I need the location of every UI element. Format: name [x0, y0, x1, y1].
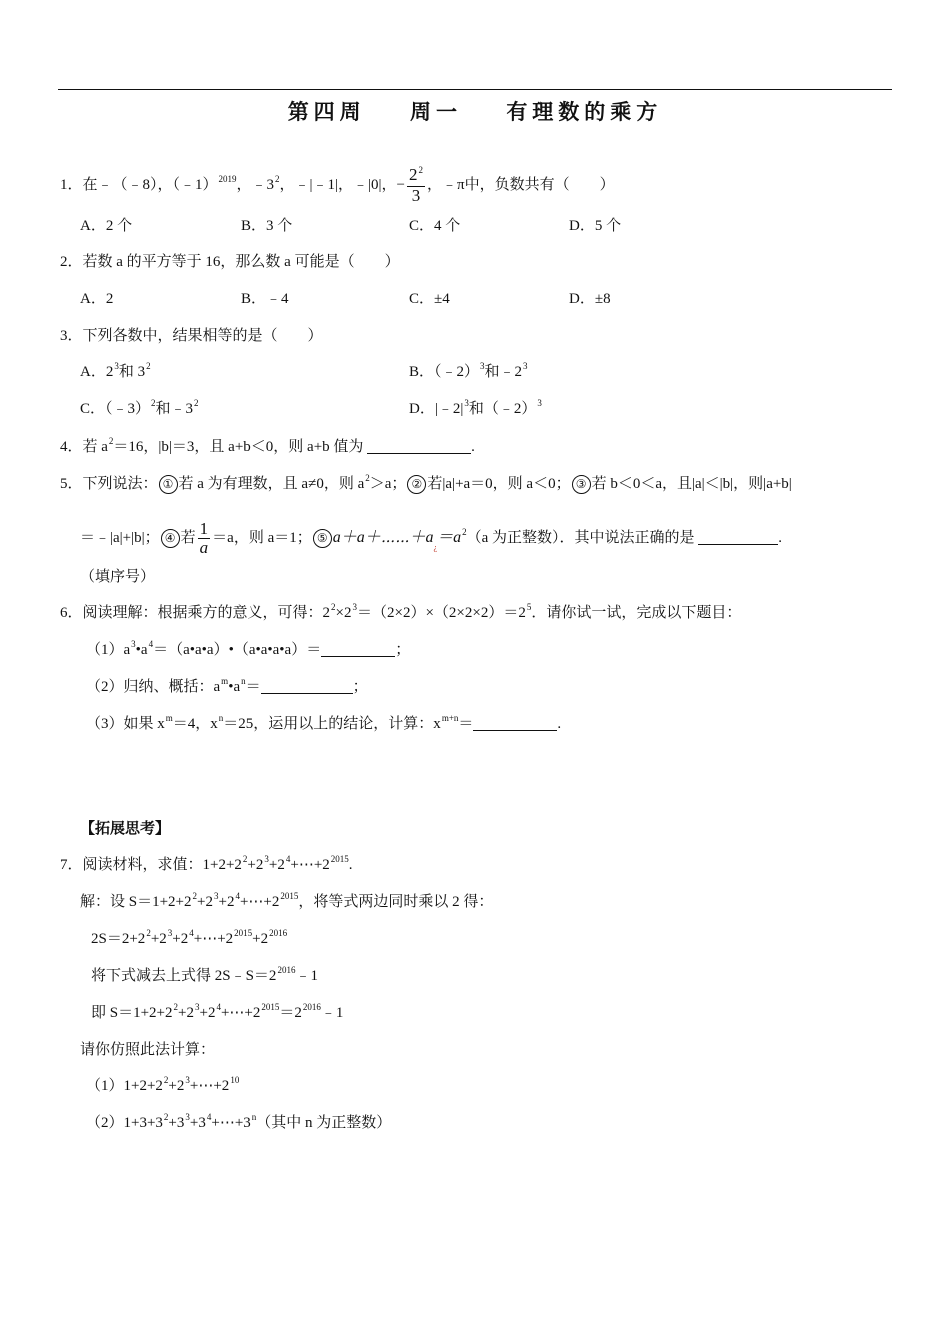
extension-heading: 【拓展思考】: [80, 821, 171, 837]
title-week: 第四周: [287, 99, 366, 124]
title-day: 周一: [410, 99, 462, 124]
fraction: $\frac{2^2}{3}$: [409, 165, 424, 205]
q1-option-d: D．5 个: [569, 218, 622, 234]
q2-option-d: D．±8: [569, 291, 611, 307]
q1-option-c: C．4 个: [409, 218, 461, 234]
answer-blank[interactable]: [367, 437, 471, 454]
answer-blank[interactable]: [261, 677, 353, 694]
page-title: [0, 96, 950, 126]
fraction: $\frac{1}{a}$: [199, 519, 209, 557]
question-5-line-2: ＝﹣|a|+|b|； ④ 若 $\frac{1}{a}$ ＝a，则 a＝1； ⑤ $a+a+\cdots\cdots+a_¿=a^2(a$ 为正整数）．其中说法正确的是 .: [80, 519, 783, 557]
question-7-part-1: $(1)1+2+2^2+2^3+\cdots+2^{10}$: [86, 1075, 240, 1094]
answer-blank[interactable]: [698, 528, 778, 545]
q2-option-a: A．2: [80, 291, 114, 307]
question-6-part-1: $(1)a^3•a^4=(a•a•a)•(a•a•a•a)=$ ；: [86, 639, 411, 658]
header-rule: [58, 89, 892, 90]
question-6-part-2: （2）归纳、概括：$a^m•a^n=$ ；: [86, 676, 368, 695]
answer-blank[interactable]: [321, 640, 395, 657]
q1-option-a: A．2 个: [80, 218, 133, 234]
q2-option-c: C．±4: [409, 291, 450, 307]
q3-option-c: C．（﹣3）$^2$和$﹣3^2$: [80, 398, 199, 417]
question-7-instruction: 请你仿照此法计算：: [80, 1042, 216, 1058]
answer-blank[interactable]: [473, 714, 557, 731]
question-6-part-3: （3）如果 $x^m=4$，$x^n=25$，运用以上的结论，计算：$x^{m+n}=$ .: [86, 713, 562, 732]
question-7-solution-line-2: $2S=2+2^2+2^3+2^4+\cdots+2^{2015}+2^{2016}$: [91, 928, 288, 947]
question-6-stem: 6．阅读理解：根据乘方的意义，可得：$2^2\times 2^3=(2\times 2)\times(2\times 2\times 2)=2^5$．请你试一试，完成以下题目：: [60, 602, 742, 621]
question-2-stem: 2．若数 a 的平方等于 16，那么数 a 可能是（ ）: [60, 254, 400, 270]
question-4-stem: 4．若 $a^2=16$，|b|＝3，且 a+b＜0，则 a+b 值为 .: [60, 436, 475, 455]
question-3-stem: 3．下列各数中，结果相等的是（ ）: [60, 328, 323, 344]
q3-option-d: D．$|﹣2|^3$和（﹣2）$^3$: [409, 398, 542, 417]
question-7-solution-line-3: 将下式减去上式得 $2S﹣S=2^{2016}﹣1$: [91, 965, 318, 984]
question-7-part-2: $(2)1+3+3^2+3^3+3^4+\cdots+3^n$（其中 n 为正整数）: [86, 1112, 392, 1131]
question-5-line-1: 5．下列说法： ① 若 a 为有理数，且 a≠0，则 $a^2>a$； ② 若|a|+a＝0，则 a＜0； ③ 若 b＜0＜a，且|a|＜|b|，则|a+b|: [60, 474, 792, 495]
q3-option-b: B．（﹣2）$^3$和$﹣2^3$: [409, 361, 528, 380]
question-5-note: （填序号）: [80, 569, 156, 585]
question-7-stem: 7．阅读材料，求值：$1+2+2^2+2^3+2^4+\cdots+2^{2015}$.: [60, 854, 353, 873]
q3-option-a: A．$2^3$和 $3^2$: [80, 361, 151, 380]
q2-option-b: B．﹣4: [241, 291, 289, 307]
question-1-stem: 1．在﹣（﹣8），（﹣1）$^{2019}$，$﹣3^2$，﹣|﹣1|，﹣|0|，− $\frac{2^2}{3}$ ，﹣π中，负数共有（ ）: [60, 165, 615, 205]
q1-option-b: B．3 个: [241, 218, 293, 234]
question-7-solution-line-4: 即 $S=1+2+2^2+2^3+2^4+\cdots+2^{2015}=2^{2016}﹣1$: [91, 1002, 344, 1021]
question-7-solution-line-1: 解：设 $S=1+2+2^2+2^3+2^4+\cdots+2^{2015}$，将等式两边同时乘以 2 得：: [80, 891, 494, 910]
title-topic: 有理数的乘方: [506, 99, 663, 124]
